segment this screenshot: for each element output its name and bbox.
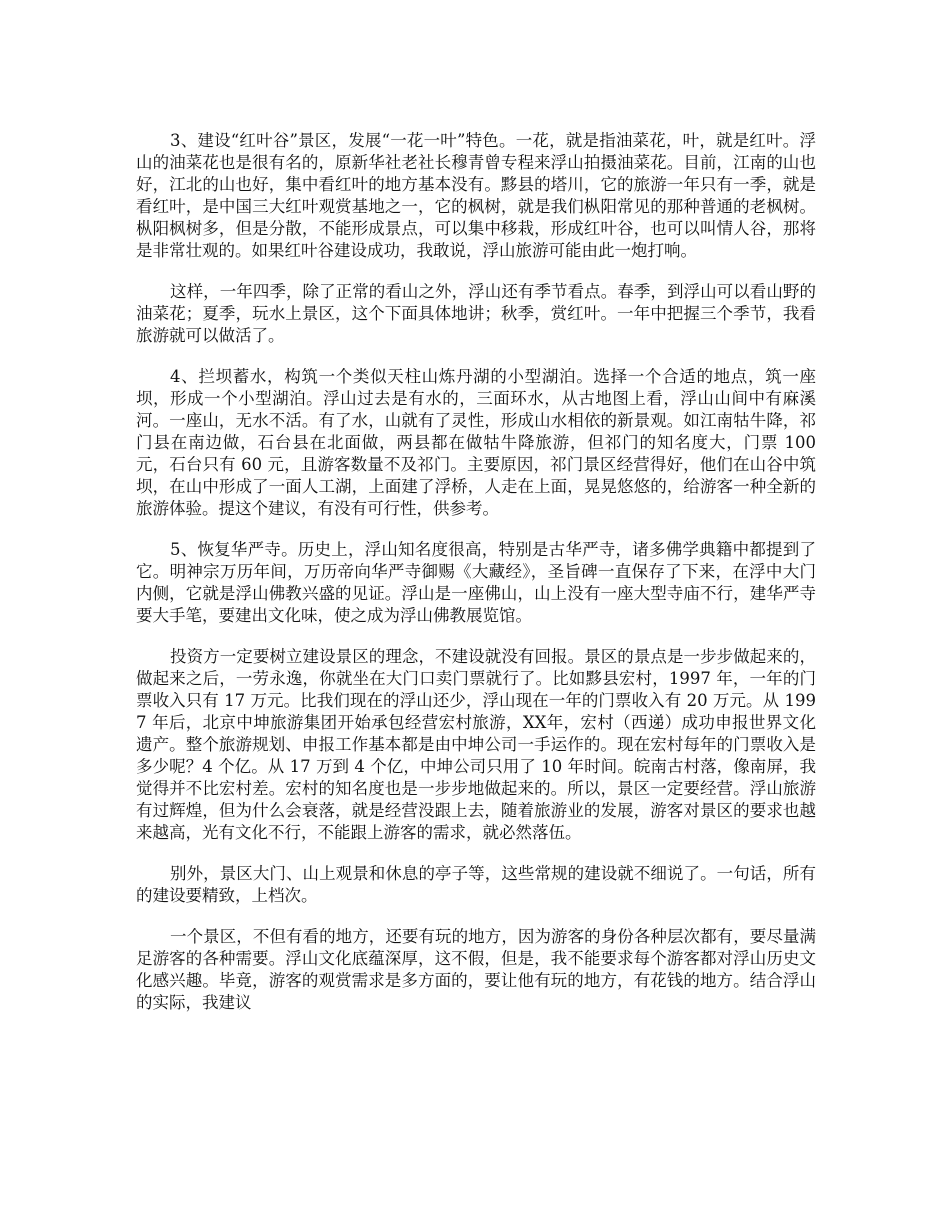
paragraph-other-construction: 别外，景区大门、山上观景和休息的亭子等，这些常规的建设就不细说了。一句话，所有的建设要精致，上档次。 <box>136 864 816 905</box>
paragraph-four-seasons: 这样，一年四季，除了正常的看山之外，浮山还有季节看点。春季，到浮山可以看山野的油菜花；夏季，玩水上景区，这个下面具体地讲；秋季，赏红叶。一年中把握三个季节，我看旅游就可以做活了。 <box>136 282 816 345</box>
paragraph-investor-concept: 投资方一定要树立建设景区的理念，不建设就没有回报。景区的景点是一步步做起来的，做起来之后，一劳永逸，你就坐在大门口卖门票就行了。比如黟县宏村，1997 年，一年的门票收入只有 17 万元。比我们现在的浮山还少，浮山现在一年的门票收入有 20 万元。从 1997 年后，北京中坤旅游集团开始承包经营宏村旅游，XX年，宏村（西递）成功申报世界文化遗产。整个旅游规划、申报工作基本都是由中坤公司一手运作的。现在宏村每年的门票收入是多少呢？4 个亿。从 17 万到 4 个亿，中坤公司只用了 10 年时间。皖南古村落，像南屏，我觉得并不比宏村差。宏村的知名度也是一步步地做起来的。所以，景区一定要经营。浮山旅游有过辉煌，但为什么会衰落，就是经营没跟上去，随着旅游业的发展，游客对景区的要求也越来越高，光有文化不行，不能跟上游客的需求，就必然落伍。 <box>136 647 816 842</box>
paragraph-dam-lake: 4、拦坝蓄水，构筑一个类似天柱山炼丹湖的小型湖泊。选择一个合适的地点，筑一座坝，形成一个小型湖泊。浮山过去是有水的，三面环水，从古地图上看，浮山山间中有麻溪河。一座山，无水不活。有了水，山就有了灵性，形成山水相依的新景观。如江南牯牛降，祁门县在南边做，石台县在北面做，两县都在做牯牛降旅游，但祁门的知名度大，门票 100 元，石台只有 60 元，且游客数量不及祁门。主要原因，祁门景区经营得好，他们在山谷中筑坝，在山中形成了一面人工湖，上面建了浮桥，人走在上面，晃晃悠悠的，给游客一种全新的旅游体验。提这个建议，有没有可行性，供参考。 <box>136 367 816 518</box>
document-body <box>136 130 816 1033</box>
paragraph-entertainment: 一个景区，不但有看的地方，还要有玩的地方，因为游客的身份各种层次都有，要尽量满足游客的各种需要。浮山文化底蕴深厚，这不假，但是，我不能要求每个游客都对浮山历史文化感兴趣。毕竟，游客的观赏需求是多方面的，要让他有玩的地方，有花钱的地方。结合浮山的实际，我建议 <box>136 927 816 1012</box>
paragraph-red-leaf-valley: 3、建设“红叶谷”景区，发展“一花一叶”特色。一花，就是指油菜花，叶，就是红叶。浮山的油菜花也是很有名的，原新华社老社长穆青曾专程来浮山拍摄油菜花。目前，江南的山也好，江北的山也好，集中看红叶的地方基本没有。黟县的塔川，它的旅游一年只有一季，就是看红叶，是中国三大红叶观赏基地之一，它的枫树，就是我们枞阳常见的那种普通的老枫树。枞阳枫树多，但是分散，不能形成景点，可以集中移栽，形成红叶谷，也可以叫情人谷，那将是非常壮观的。如果红叶谷建设成功，我敢说，浮山旅游可能由此一炮打响。 <box>136 131 816 260</box>
paragraph-huayan-temple: 5、恢复华严寺。历史上，浮山知名度很高，特别是古华严寺，诸多佛学典籍中都提到了它。明神宗万历年间，万历帝向华严寺御赐《大藏经》，圣旨碑一直保存了下来，在浮中大门内侧，它就是浮山佛教兴盛的见证。浮山是一座佛山，山上没有一座大型寺庙不行，建华严寺要大手笔，要建出文化味，使之成为浮山佛教展览馆。 <box>136 540 816 625</box>
